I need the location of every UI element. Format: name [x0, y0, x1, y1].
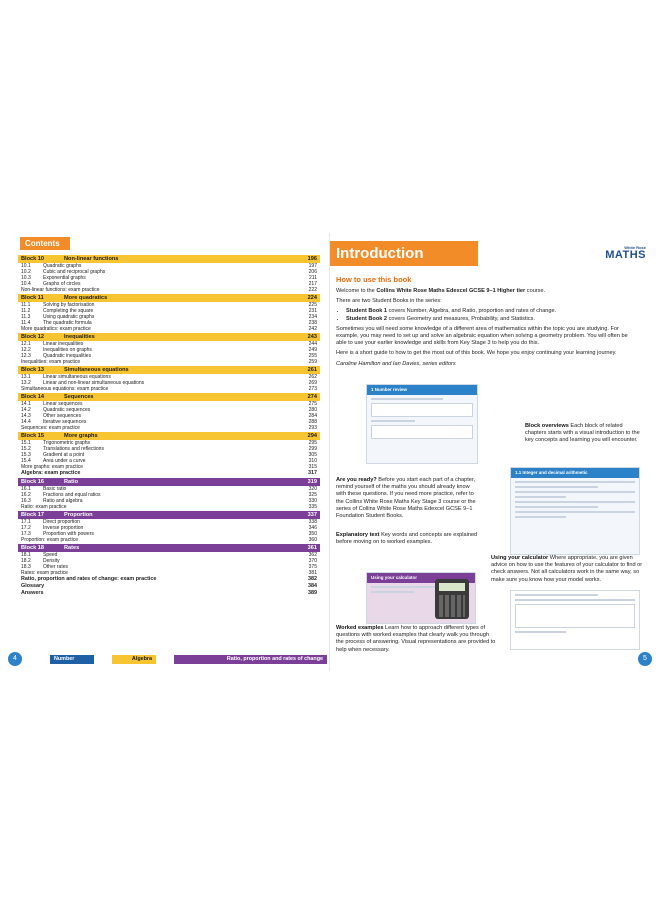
toc-block-page: 361	[307, 545, 317, 551]
toc-row-page: 275	[308, 401, 317, 407]
books-list	[336, 308, 636, 322]
toc-row-number: 16.1	[21, 486, 31, 492]
toc-block-page: 319	[307, 479, 317, 485]
toc-row-page: 231	[308, 308, 317, 314]
are-you-ready-text	[336, 477, 481, 520]
toc-row	[18, 287, 320, 293]
contents-tab: Contents	[20, 237, 70, 250]
toc-row-page: 217	[308, 281, 317, 287]
toc-row-title: Linear sequences	[43, 401, 83, 407]
toc-row-title: Using quadratic graphs	[43, 314, 95, 320]
thumb-line	[371, 420, 415, 422]
thumb-line	[371, 398, 443, 400]
toc-block-label-group	[21, 511, 93, 519]
toc-row-title: Completing the square	[43, 308, 94, 314]
toc-row-page: 244	[308, 341, 317, 347]
toc-block-header	[18, 294, 320, 302]
book2-title: Student Book 2	[346, 315, 388, 322]
using-calculator-desc: Where appropriate, you are given advice on how to use the features of your calculator to find or check answers. Not all calculators work in the same way, so make sure you know how your model works.	[491, 555, 643, 583]
books-intro: There are two Student Books in the series:	[336, 298, 442, 305]
toc-row-page: 242	[308, 326, 317, 332]
block-overviews-label: Block overviews	[525, 423, 569, 429]
toc-block-label-group	[21, 432, 98, 440]
toc-row	[18, 576, 320, 583]
worked-example-thumbnail	[510, 590, 640, 650]
thumb-line	[371, 591, 414, 593]
toc-row-number: 17.1	[21, 519, 31, 525]
toc-row-title: Density	[43, 558, 60, 564]
introduction-page	[330, 233, 652, 671]
toc-block-page: 274	[307, 394, 317, 400]
toc-row-page: 225	[308, 302, 317, 308]
toc-row-number: 14.3	[21, 413, 31, 419]
toc-row-label-group	[21, 326, 91, 332]
toc-row-title: More quadratics: exam practice	[21, 326, 91, 332]
toc-block-number: Block 12	[21, 334, 45, 340]
toc-block-label-group	[21, 393, 94, 401]
toc-row-page: 335	[308, 504, 317, 510]
block-overviews-desc: Each block of related chapters starts with a visual introduction to the key concepts and learning you will encounter.	[525, 423, 640, 444]
toc-row-number: 13.1	[21, 374, 31, 380]
toc-row-page: 293	[308, 425, 317, 431]
toc-row-number: 14.1	[21, 401, 31, 407]
toc-row-number: 15.3	[21, 452, 31, 458]
toc-row-number: 18.3	[21, 564, 31, 570]
toc-row-number: 11.1	[21, 302, 31, 308]
toc-row-number: 11.2	[21, 308, 31, 314]
page-title: Introduction	[336, 245, 424, 262]
toc-row-number: 17.2	[21, 525, 31, 531]
calculator-screen	[439, 583, 465, 591]
toc-row-number: 16.3	[21, 498, 31, 504]
toc-block-header	[18, 393, 320, 401]
white-rose-maths-logo	[605, 245, 646, 261]
block-overviews-text	[525, 423, 645, 445]
toc-block-label-group	[21, 544, 79, 552]
toc-row-page: 280	[308, 407, 317, 413]
thumb-line	[515, 516, 566, 518]
toc-row-page: 389	[308, 590, 317, 596]
thumb-line	[515, 481, 635, 483]
toc-block-label-group	[21, 255, 118, 263]
toc-row-page: 234	[308, 314, 317, 320]
toc-row-number: 16.2	[21, 492, 31, 498]
calculator-icon	[435, 579, 469, 619]
toc-row-title: Cubic and reciprocal graphs	[43, 269, 106, 275]
toc-row-number: 10.3	[21, 275, 31, 281]
toc-row-page: 299	[308, 446, 317, 452]
using-calculator-label: Using your calculator	[491, 555, 549, 561]
toc-row-label-group	[21, 583, 44, 590]
worked-examples-label: Worked examples	[336, 625, 384, 631]
toc-row-number: 15.4	[21, 458, 31, 464]
toc-block-number: Block 14	[21, 394, 45, 400]
toc-row-title: Basic ratio	[43, 486, 67, 492]
toc-row	[18, 504, 320, 510]
toc-row-title: Algebra: exam practice	[21, 470, 81, 476]
thumb-integer-title: 1.1 Integer and decimal arithmetic	[511, 468, 639, 478]
toc-row-page: 360	[308, 537, 317, 543]
toc-block-header	[18, 366, 320, 374]
toc-block-page: 224	[307, 295, 317, 301]
guide-paragraph: Here is a short guide to how to get the most out of this book. We hope you enjoy continuing your learning journey.	[336, 350, 617, 357]
left-footer	[8, 652, 329, 666]
toc-row-page: 350	[308, 531, 317, 537]
toc-row-page: 206	[308, 269, 317, 275]
toc-row-number: 12.2	[21, 347, 31, 353]
book1-text: covers Number, Algebra, and Ratio, proportion and rates of change.	[387, 308, 557, 315]
toc-row-page: 315	[308, 464, 317, 470]
toc-row-page: 320	[308, 486, 317, 492]
toc-row-title: Solving by factorisation	[43, 302, 95, 308]
toc-block-header	[18, 478, 320, 486]
toc-row-page: 255	[308, 353, 317, 359]
toc-row-title: Linear and non-linear simultaneous equations	[43, 380, 145, 386]
are-you-ready-label: Are you ready?	[336, 477, 377, 483]
toc-row-title: Linear simultaneous equations	[43, 374, 111, 380]
toc-row-title: Rates: exam practice	[21, 570, 68, 576]
list-item	[346, 316, 636, 323]
toc-row-page: 197	[308, 263, 317, 269]
toc-row-page: 362	[308, 552, 317, 558]
toc-row-title: Answers	[21, 590, 44, 596]
thumb-line	[515, 491, 635, 493]
toc-row-page: 295	[308, 440, 317, 446]
explanatory-label: Explanatory text	[336, 532, 380, 538]
thumb-calculator-title: Using your calculator	[367, 573, 475, 583]
toc-row-page: 211	[309, 275, 317, 281]
welcome-paragraph	[336, 288, 636, 295]
toc-row-number: 18.2	[21, 558, 31, 564]
toc-row-page: 259	[308, 359, 317, 365]
toc-row	[18, 583, 320, 590]
toc-block-number: Block 10	[21, 256, 45, 262]
toc-block-title: More quadratics	[64, 295, 108, 301]
toc-row-title: Quadratic sequences	[43, 407, 91, 413]
toc-block-page: 196	[307, 256, 317, 262]
toc-row-page: 305	[308, 452, 317, 458]
book1-title: Student Book 1	[346, 308, 388, 315]
toc-block-page: 337	[307, 512, 317, 518]
toc-row-page: 317	[308, 470, 317, 476]
intro-body	[336, 288, 636, 371]
toc-row-label-group	[21, 287, 99, 293]
toc-block-page: 261	[307, 367, 317, 373]
toc-row-page: 249	[308, 347, 317, 353]
toc-row-title: Linear inequalities	[43, 341, 84, 347]
toc-block-header	[18, 333, 320, 341]
welcome-post: course.	[525, 288, 546, 294]
toc-block-title: Ratio	[64, 479, 78, 485]
footer-tab-number: Number	[50, 655, 94, 664]
toc-row-number: 14.2	[21, 407, 31, 413]
toc-block-title: Simultaneous equations	[64, 367, 129, 373]
toc-row-title: Graphs of circles	[43, 281, 81, 287]
toc-row-number: 17.3	[21, 531, 31, 537]
calculator-keys	[439, 595, 465, 617]
toc-row-label-group	[21, 425, 80, 431]
footer-tab-ratio: Ratio, proportion and rates of change	[174, 655, 327, 664]
toc-row-page: 381	[308, 570, 317, 576]
toc-row-title: Iterative sequences	[43, 419, 87, 425]
toc-row-number: 10.4	[21, 281, 31, 287]
toc-block-title: Inequalities	[64, 334, 95, 340]
toc-row-page: 310	[308, 458, 317, 464]
toc-block-number: Block 15	[21, 433, 45, 439]
thumb-line	[515, 631, 566, 633]
toc-row-title: More graphs: exam practice	[21, 464, 83, 470]
thumb-review-title: 1 Number review	[367, 385, 477, 395]
toc-row-title: Trigonometric graphs	[43, 440, 91, 446]
thumb-box	[515, 604, 635, 628]
toc-row-label-group	[21, 359, 80, 365]
toc-row-number: 10.1	[21, 263, 31, 269]
toc-row-page: 370	[308, 558, 317, 564]
toc-row-title: Translations and reflections	[43, 446, 104, 452]
toc-row-title: Other rates	[43, 564, 69, 570]
toc-row-number: 15.2	[21, 446, 31, 452]
toc-block-page: 294	[307, 433, 317, 439]
toc-row-label-group	[21, 386, 108, 392]
how-to-use-heading: How to use this book	[336, 275, 412, 284]
welcome-course-name: Collins White Rose Maths Edexcel GCSE 9–1 Higher tier	[376, 288, 526, 294]
toc-row-title: Glossary	[21, 583, 45, 589]
toc-row-page: 384	[308, 583, 317, 589]
toc-row	[18, 386, 320, 392]
toc-row	[18, 470, 320, 477]
using-calculator-text	[491, 555, 645, 584]
toc-row-page: 238	[308, 320, 317, 326]
toc-block-header	[18, 432, 320, 440]
toc-row-number: 18.1	[21, 552, 31, 558]
toc-row	[18, 359, 320, 365]
toc-row-title: Gradient at a point	[43, 452, 85, 458]
brand-large-text: MATHS	[605, 249, 646, 261]
list-item	[346, 308, 636, 315]
toc-row-title: Other sequences	[43, 413, 82, 419]
toc-block-title: Rates	[64, 545, 80, 551]
toc-row-number: 12.3	[21, 353, 31, 359]
toc-row-page: 222	[308, 287, 317, 293]
toc-row	[18, 326, 320, 332]
toc-row-label-group	[21, 576, 156, 583]
toc-row-label-group	[21, 470, 80, 477]
toc-row-page: 330	[308, 498, 317, 504]
toc-row-number: 14.4	[21, 419, 31, 425]
toc-row-number: 11.3	[21, 314, 31, 320]
calculator-thumbnail	[366, 572, 476, 624]
toc-block-header	[18, 255, 320, 263]
toc-block-title: Proportion	[64, 512, 93, 518]
toc-row-title: Direct proportion	[43, 519, 80, 525]
page-number-right: 5	[638, 652, 652, 666]
page-number-left: 4	[8, 652, 22, 666]
toc-row-title: Simultaneous equations: exam practice	[21, 386, 109, 392]
toc-block-label-group	[21, 478, 78, 486]
toc-row-title: Ratio, proportion and rates of change: exam practice	[21, 576, 157, 582]
thumb-line	[515, 501, 635, 503]
toc-block-page: 243	[307, 334, 317, 340]
toc-block-number: Block 17	[21, 512, 45, 518]
toc-row-title: Non-linear functions: exam practice	[21, 287, 100, 293]
toc-row-page: 382	[308, 576, 317, 582]
toc-row-number: 11.4	[21, 320, 31, 326]
toc-block-number: Block 13	[21, 367, 45, 373]
toc-row-page: 284	[308, 413, 317, 419]
toc-row-title: Inverse proportion	[43, 525, 84, 531]
toc-row-number: 13.2	[21, 380, 31, 386]
thumb-line	[515, 506, 598, 508]
toc-row	[18, 425, 320, 431]
integer-decimal-thumbnail	[510, 467, 640, 555]
toc-row-title: Proportion with powers	[43, 531, 94, 537]
toc-row-page: 269	[308, 380, 317, 386]
thumb-box	[371, 403, 473, 417]
toc-row-label-group	[21, 537, 78, 543]
thumb-line	[371, 586, 441, 588]
toc-row-page: 338	[308, 519, 317, 525]
toc-row-title: Ratio: exam practice	[21, 504, 67, 510]
toc-row-title: Speed	[43, 552, 58, 558]
toc-row-title: Inequalities: exam practice	[21, 359, 81, 365]
thumb-line	[515, 511, 635, 513]
thumb-line	[515, 486, 598, 488]
toc-row	[18, 590, 320, 597]
toc-block-title: Sequences	[64, 394, 94, 400]
toc-row-number: 15.1	[21, 440, 31, 446]
toc-block-number: Block 18	[21, 545, 45, 551]
toc-row-page: 262	[308, 374, 317, 380]
toc-row-page: 346	[308, 525, 317, 531]
welcome-pre: Welcome to the	[336, 288, 377, 294]
toc-block-label-group	[21, 333, 95, 341]
toc-row-page: 273	[308, 386, 317, 392]
toc-row-title: Sequences: exam practice	[21, 425, 80, 431]
brand-small-text: White Rose	[624, 245, 646, 250]
toc-row-title: Quadratic inequalities	[43, 353, 92, 359]
toc-block-title: More graphs	[64, 433, 98, 439]
block-review-thumbnail	[366, 384, 478, 464]
toc-row-title: Fractions and equal ratios	[43, 492, 101, 498]
worked-examples-text	[336, 625, 496, 654]
toc-row-page: 375	[308, 564, 317, 570]
explanatory-text	[336, 532, 481, 546]
toc-row-page: 325	[308, 492, 317, 498]
toc-row	[18, 537, 320, 543]
toc-row-label-group	[21, 504, 67, 510]
thumb-box	[371, 425, 473, 439]
are-you-ready-desc: Before you start each part of a chapter, remind yourself of the maths you should already know with these questions. If you need more practice, refer to the Collins White Rose Maths Key Stage 3 course or the series of Collins White Rose Maths Edexcel GCSE 9–1 Foundation Student Books.	[336, 477, 476, 520]
toc-block-label-group	[21, 366, 129, 374]
table-of-contents	[18, 254, 320, 597]
knowledge-paragraph: Sometimes you will need some knowledge of a different area of mathematics within the topic you are studying. For example, you may need to set up and solve an algebraic equation when solving a geometry problem. You will often be able to use your earlier knowledge and skills from Key Stage 3 to help you do this.	[336, 325, 628, 347]
toc-row-title: Area under a curve	[43, 458, 86, 464]
contents-page	[8, 233, 330, 671]
worked-examples-desc: Learn how to approach different types of questions with worked examples that clearly walk you through the process of answering. Visual representations are provided to help when necessary.	[336, 625, 496, 653]
authors-line: Caroline Hamilton and Ian Davies, series editors	[336, 360, 456, 367]
toc-block-label-group	[21, 294, 107, 302]
toc-row-title: Quadratic graphs	[43, 263, 82, 269]
explanatory-desc: Key words and concepts are explained before moving on to worked examples.	[336, 532, 478, 546]
toc-row-number: 10.2	[21, 269, 31, 275]
book2-text: covers Geometry and measures, Probability, and Statistics.	[387, 315, 535, 322]
thumb-line	[515, 599, 635, 601]
toc-row-title: The quadratic formula	[43, 320, 92, 326]
toc-row-title: Exponential graphs	[43, 275, 86, 281]
toc-row-label-group	[21, 590, 43, 597]
toc-block-title: Non-linear functions	[64, 256, 119, 262]
toc-row-title: Inequalities on graphs	[43, 347, 92, 353]
toc-block-number: Block 11	[21, 295, 44, 301]
toc-block-header	[18, 544, 320, 552]
introduction-banner	[330, 241, 478, 266]
thumb-line	[515, 496, 566, 498]
toc-row-title: Ratio and algebra	[43, 498, 83, 504]
toc-block-header	[18, 511, 320, 519]
footer-tab-algebra: Algebra	[112, 655, 156, 664]
thumb-line	[515, 594, 598, 596]
toc-block-number: Block 16	[21, 479, 45, 485]
toc-row-number: 12.1	[21, 341, 31, 347]
toc-row-page: 288	[308, 419, 317, 425]
toc-row-title: Proportion: exam practice	[21, 537, 78, 543]
